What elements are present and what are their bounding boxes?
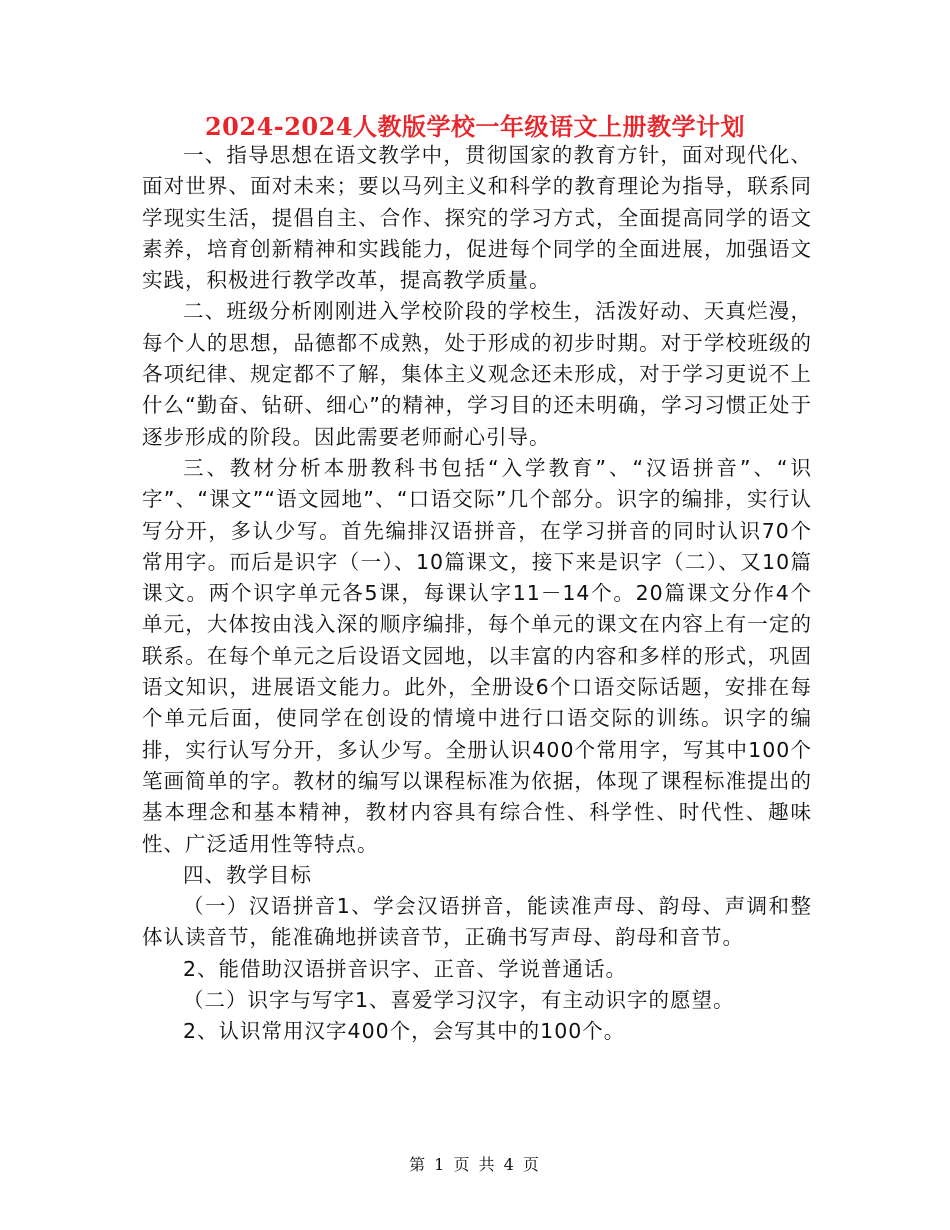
paragraph-guiding-ideology: 一、指导思想在语文教学中，贯彻国家的教育方针，面对现代化、面对世界、面对未来；要以马列主义和科学的教育理论为指导，联系同学现实生活，提倡自主、合作、探究的学习方式，全面提高同学的语文素养，培育创新精神和实践能力，促进每个同学的全面进展，加强语文实践，积极进行教学改革，提高教学质量。 — [142, 143, 812, 293]
paragraph-teaching-goals-heading: 四、教学目标 — [183, 862, 312, 887]
document-body — [142, 140, 812, 1048]
paragraph-pinyin-goal-1: （一）汉语拼音1、学会汉语拼音，能读准声母、韵母、声调和整体认读音节，能准确地拼读音节，正确书写声母、韵母和音节。 — [142, 894, 812, 950]
page-footer: 第 1 页 共 4 页 — [409, 1155, 541, 1174]
paragraph-pinyin-goal-2: 2、能借助汉语拼音识字、正音、学说普通话。 — [183, 956, 628, 981]
paragraph-class-analysis: 二、班级分析刚刚进入学校阶段的学校生，活泼好动、天真烂漫，每个人的思想，品德都不成熟，处于形成的初步时期。对于学校班级的各项纪律、规定都不了解，集体主义观念还未形成，对于学习更说不上什么“勤奋、钻研、细心”的精神，学习目的还未明确，学习习惯正处于逐步形成的阶段。因此需要老师耐心引导。 — [142, 299, 812, 449]
document-title: 2024-2024人教版学校一年级语文上册教学计划 — [204, 112, 746, 141]
paragraph-literacy-goal-2: 2、认识常用汉字400个，会写其中的100个。 — [183, 1019, 626, 1044]
paragraph-textbook-analysis: 三、教材分析本册教科书包括“入学教育”、“汉语拼音”、“识字”、“课文”“语文园地”、“口语交际”几个部分。识字的编排，实行认写分开，多认少写。首先编排汉语拼音，在学习拼音的同时认识70个常用字。而后是识字（一）、10篇课文，接下来是识字（二）、又10篇课文。两个识字单元各5课，每课认字11－14个。20篇课文分作4个单元，大体按由浅入深的顺序编排，每个单元的课文在内容上有一定的联系。在每个单元之后设语文园地，以丰富的内容和多样的形式，巩固语文知识，进展语文能力。此外，全册设6个口语交际话题，安排在每个单元后面，使同学在创设的情境中进行口语交际的训练。识字的编排，实行认写分开，多认少写。全册认识400个常用字，写其中100个笔画简单的字。教材的编写以课程标准为依据，体现了课程标准提出的基本理念和基本精神，教材内容具有综合性、科学性、时代性、趣味性、广泛适用性等特点。 — [142, 455, 812, 856]
paragraph-literacy-goal-1: （二）识字与写字1、喜爱学习汉字，有主动识字的愿望。 — [183, 988, 735, 1013]
